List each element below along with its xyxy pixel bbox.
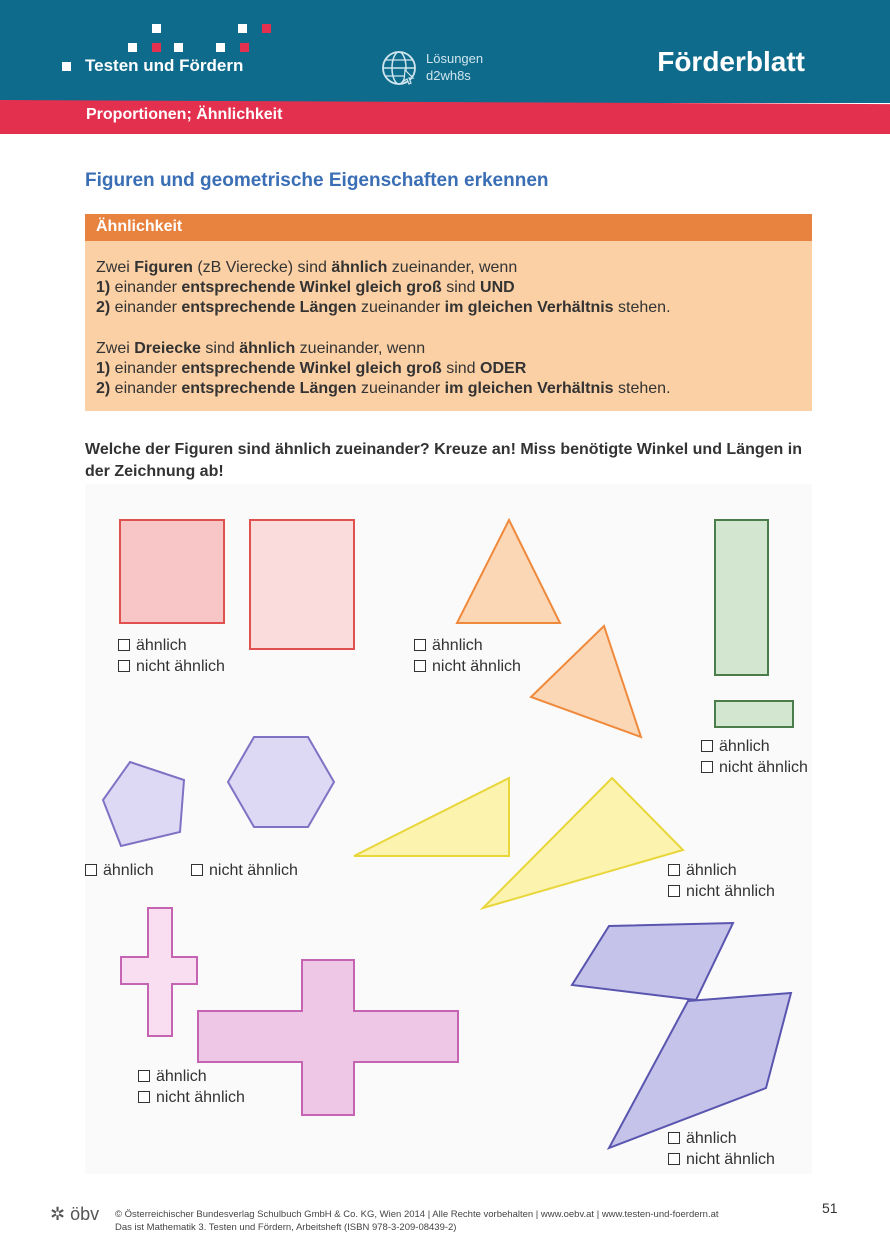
option-not-similar[interactable]: nicht ähnlich xyxy=(118,657,225,678)
checkbox[interactable] xyxy=(668,1132,680,1144)
checkbox[interactable] xyxy=(138,1070,150,1082)
checkbox[interactable] xyxy=(701,740,713,752)
yellow-triangle-small xyxy=(354,778,509,856)
orange-triangle-rotated xyxy=(531,626,641,737)
checkbox[interactable] xyxy=(138,1091,150,1103)
options-orange-triangles xyxy=(414,636,521,677)
pink-cross-small xyxy=(121,908,197,1036)
checkbox[interactable] xyxy=(668,885,680,897)
copyright xyxy=(115,1208,719,1234)
green-rectangle-small xyxy=(715,701,793,727)
checkbox[interactable] xyxy=(701,761,713,773)
red-rectangle xyxy=(250,520,354,649)
sheet-type-title: Förderblatt xyxy=(657,46,805,77)
copyright-line: © Österreichischer Bundesverlag Schulbuch GmbH & Co. KG, Wien 2014 | Alle Rechte vorbehalten | www.oebv.at | www.testen-und-foerdern.at xyxy=(115,1209,719,1220)
option-not-similar-polygons[interactable]: nicht ähnlich xyxy=(191,861,298,882)
pentagon xyxy=(103,762,184,846)
options-crosses xyxy=(138,1067,245,1108)
checkbox[interactable] xyxy=(191,864,203,876)
blue-quadrilateral-large xyxy=(609,993,791,1148)
options-yellow-triangles xyxy=(668,861,775,902)
option-similar[interactable]: ähnlich xyxy=(701,737,808,758)
blue-quadrilateral-small xyxy=(572,923,733,1000)
option-similar[interactable]: ähnlich xyxy=(118,636,225,657)
green-rectangle-tall xyxy=(715,520,768,675)
option-not-similar[interactable]: nicht ähnlich xyxy=(138,1088,245,1109)
option-not-similar[interactable]: nicht ähnlich xyxy=(668,1150,775,1171)
orange-triangle-small xyxy=(457,520,560,623)
option-similar[interactable]: ähnlich xyxy=(668,861,775,882)
option-similar[interactable]: ähnlich xyxy=(668,1129,775,1150)
brand-name: Testen und Fördern xyxy=(62,56,243,76)
options-squares xyxy=(118,636,225,677)
checkbox[interactable] xyxy=(414,660,426,672)
definition-paragraph-figures: Zwei Figuren (zB Vierecke) sind ähnlich zueinander, wenn 1) einander entsprechende Winkel gleich groß sind UND 2) einander entsprechende Längen zueinander im gleichen Verhältnis stehen. xyxy=(96,259,671,316)
red-square xyxy=(120,520,224,623)
checkbox[interactable] xyxy=(118,660,130,672)
definition-heading: Ähnlichkeit xyxy=(85,214,812,241)
definition-paragraph-triangles: Zwei Dreiecke sind ähnlich zueinander, wenn 1) einander entsprechende Winkel gleich groß sind ODER 2) einander entsprechende Längen zueinander im gleichen Verhältnis stehen. xyxy=(96,340,671,397)
option-not-similar[interactable]: nicht ähnlich xyxy=(668,882,775,903)
page-number: 51 xyxy=(822,1200,838,1216)
publisher-logo: ✲ öbv xyxy=(50,1204,100,1224)
topic-label: Proportionen; Ähnlichkeit xyxy=(86,106,283,123)
solutions-label: Lösungen xyxy=(426,51,484,66)
option-similar[interactable]: ähnlich xyxy=(138,1067,245,1088)
solutions-code: d2wh8s xyxy=(426,68,471,83)
checkbox[interactable] xyxy=(668,1153,680,1165)
checkbox[interactable] xyxy=(85,864,97,876)
option-similar-polygons[interactable]: ähnlich xyxy=(85,861,154,882)
checkbox[interactable] xyxy=(414,639,426,651)
checkbox[interactable] xyxy=(118,639,130,651)
options-green-rectangles xyxy=(701,737,808,778)
option-not-similar[interactable]: nicht ähnlich xyxy=(414,657,521,678)
option-similar[interactable]: ähnlich xyxy=(414,636,521,657)
task-question: Welche der Figuren sind ähnlich zueinander? Kreuze an! Miss benötigte Winkel und Längen in der Zeichnung ab! xyxy=(85,441,802,480)
option-not-similar[interactable]: nicht ähnlich xyxy=(701,758,808,779)
hexagon xyxy=(228,737,334,827)
isbn-line: Das ist Mathematik 3. Testen und Fördern, Arbeitsheft (ISBN 978-3-209-08439-2) xyxy=(115,1222,457,1233)
section-title: Figuren und geometrische Eigenschaften erkennen xyxy=(85,170,549,191)
yellow-triangle-large xyxy=(483,778,683,908)
options-quadrilaterals xyxy=(668,1129,775,1170)
checkbox[interactable] xyxy=(668,864,680,876)
